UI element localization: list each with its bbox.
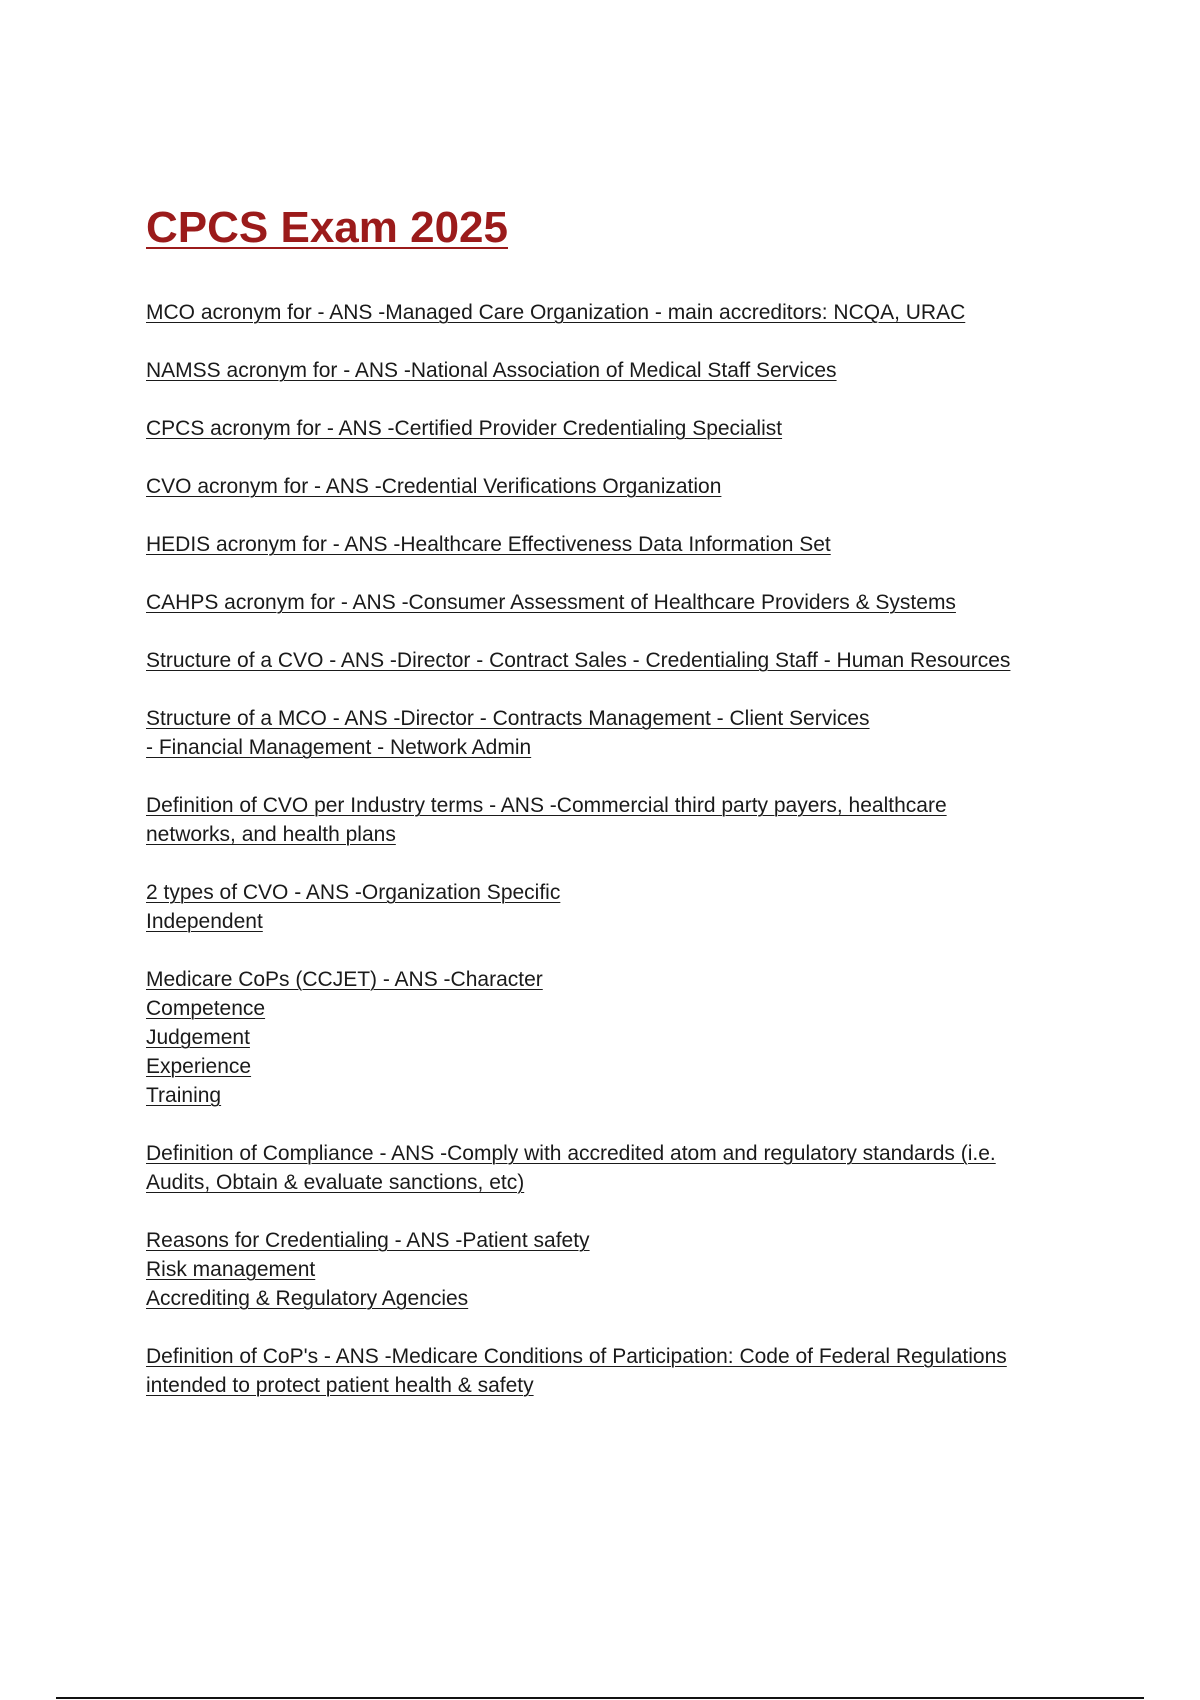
qa-list bbox=[146, 298, 1086, 1429]
qa-entry bbox=[146, 1226, 1086, 1313]
qa-answer-line: Risk management bbox=[146, 1258, 316, 1281]
qa-entry bbox=[146, 472, 1086, 501]
qa-question-line: NAMSS acronym for - ANS -National Association of Medical Staff Services bbox=[146, 359, 837, 382]
qa-question-line: Structure of a MCO - ANS -Director - Contracts Management - Client Services bbox=[146, 707, 870, 730]
qa-answer-line: Independent bbox=[146, 910, 263, 933]
qa-entry bbox=[146, 1139, 1086, 1197]
qa-question-line: MCO acronym for - ANS -Managed Care Organization - main accreditors: NCQA, URAC bbox=[146, 301, 966, 324]
qa-answer-line: Accrediting & Regulatory Agencies bbox=[146, 1287, 469, 1310]
qa-answer-line: intended to protect patient health & safety bbox=[146, 1374, 534, 1397]
qa-answer-line: Training bbox=[146, 1084, 222, 1107]
qa-question-line: CVO acronym for - ANS -Credential Verifications Organization bbox=[146, 475, 722, 498]
qa-answer-line: - Financial Management - Network Admin bbox=[146, 736, 532, 759]
page-title: CPCS Exam 2025 bbox=[146, 203, 508, 252]
qa-entry bbox=[146, 530, 1086, 559]
qa-answer-line: Judgement bbox=[146, 1026, 250, 1049]
qa-entry bbox=[146, 791, 1086, 849]
qa-entry bbox=[146, 646, 1086, 675]
qa-question-line: Definition of CoP's - ANS -Medicare Conditions of Participation: Code of Federal Regulations bbox=[146, 1345, 1007, 1368]
qa-question-line: CPCS acronym for - ANS -Certified Provider Credentialing Specialist bbox=[146, 417, 783, 440]
qa-entry bbox=[146, 1342, 1086, 1400]
qa-question-line: Structure of a CVO - ANS -Director - Contract Sales - Credentialing Staff - Human Resources bbox=[146, 649, 1011, 672]
qa-entry bbox=[146, 588, 1086, 617]
qa-answer-line: Experience bbox=[146, 1055, 252, 1078]
qa-entry bbox=[146, 356, 1086, 385]
qa-entry bbox=[146, 414, 1086, 443]
qa-answer-line: Competence bbox=[146, 997, 266, 1020]
qa-entry bbox=[146, 704, 1086, 762]
qa-question-line: HEDIS acronym for - ANS -Healthcare Effectiveness Data Information Set bbox=[146, 533, 831, 556]
qa-entry bbox=[146, 298, 1086, 327]
qa-question-line: Definition of Compliance - ANS -Comply with accredited atom and regulatory standards (i.e. bbox=[146, 1142, 996, 1165]
qa-answer-line: Audits, Obtain & evaluate sanctions, etc) bbox=[146, 1171, 525, 1194]
qa-question-line: CAHPS acronym for - ANS -Consumer Assessment of Healthcare Providers & Systems bbox=[146, 591, 956, 614]
qa-question-line: Reasons for Credentialing - ANS -Patient safety bbox=[146, 1229, 590, 1252]
footer-divider bbox=[56, 1697, 1144, 1699]
qa-entry bbox=[146, 965, 1086, 1110]
qa-question-line: Definition of CVO per Industry terms - ANS -Commercial third party payers, healthcare bbox=[146, 794, 947, 817]
qa-question-line: 2 types of CVO - ANS -Organization Specific bbox=[146, 881, 561, 904]
qa-question-line: Medicare CoPs (CCJET) - ANS -Character bbox=[146, 968, 543, 991]
qa-entry bbox=[146, 878, 1086, 936]
qa-answer-line: networks, and health plans bbox=[146, 823, 396, 846]
